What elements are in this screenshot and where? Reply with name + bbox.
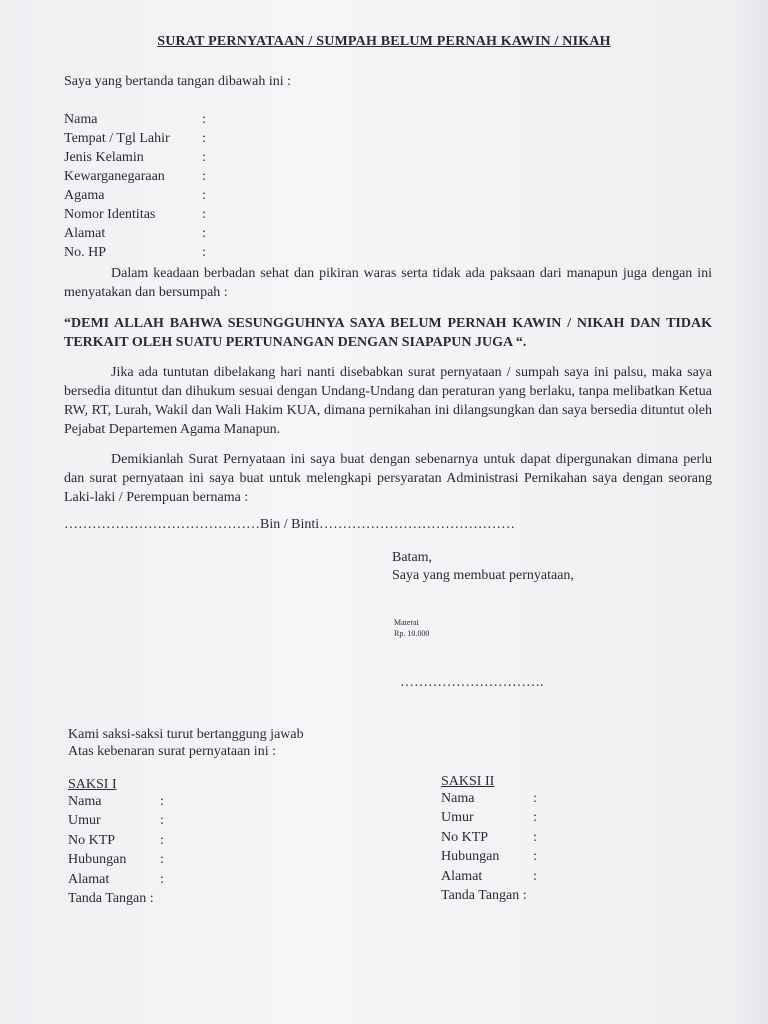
field-label: Kewarganegaraan (64, 169, 165, 184)
witness-2-field-alamat (441, 869, 601, 888)
oath-statement: “DEMI ALLAH BAHWA SESUNGGUHNYA SAYA BELUM PERNAH KAWIN / NIKAH DAN TIDAK TERKAIT OLEH SUATU PERTUNANGAN DENGAN SIAPAPUN JUGA “. (64, 316, 712, 350)
field-colon: : (160, 852, 164, 867)
field-colon: : (533, 830, 537, 845)
field-colon: : (533, 869, 537, 884)
field-label: Nama (64, 112, 98, 127)
field-nomor-identitas (64, 207, 264, 226)
field-colon: : (202, 188, 206, 203)
intro-text: Saya yang bertanda tangan dibawah ini : (64, 74, 292, 89)
field-label: No KTP (68, 833, 116, 848)
field-colon: : (202, 207, 206, 222)
materai-label: Materai (394, 618, 419, 627)
field-colon: : (160, 794, 164, 809)
field-colon: : (202, 245, 206, 260)
field-label: No KTP (441, 830, 489, 845)
field-agama (64, 188, 264, 207)
field-label: Nama (68, 794, 102, 809)
field-jenis-kelamin (64, 150, 264, 169)
statement-intro: Dalam keadaan berbadan sehat dan pikiran waras serta tidak ada paksaan dari manapun juga dengan ini menyatakan dan bersumpah : (64, 266, 712, 300)
field-colon: : (160, 872, 164, 887)
signer-label: Saya yang membuat pernyataan, (392, 568, 574, 583)
witness-1-field-no-ktp (68, 833, 228, 852)
field-colon: : (533, 849, 537, 864)
field-colon: : (202, 150, 206, 165)
signature-line: …………………………. (400, 675, 544, 690)
field-colon: : (533, 810, 537, 825)
witness-2-field-umur (441, 810, 601, 829)
witness-2-field-no-ktp (441, 830, 601, 849)
field-tempat-tgl-lahir (64, 131, 264, 150)
witness-1-field-alamat (68, 872, 228, 891)
signing-place: Batam, (392, 550, 433, 565)
field-no-hp (64, 245, 264, 264)
field-label: Tempat / Tgl Lahir (64, 131, 170, 146)
field-label: Tanda Tangan : (68, 891, 154, 906)
witness-1-field-hubungan (68, 852, 228, 871)
witness-2-field-hubungan (441, 849, 601, 868)
paragraph-liability: Jika ada tuntutan dibelakang hari nanti disebabkan surat pernyataan / sumpah saya ini palsu, maka saya bersedia dituntut dan dihukum sesuai dengan Undang-Undang dan peraturan yang berlaku, tanpa melibatkan Ketua RW, RT, Lurah, Wakil dan Wali Hakim KUA, dimana pernikahan ini dilangsungkan dan saya bersedia dituntut oleh Pejabat Departemen Agama Manapun. (64, 365, 712, 437)
field-label: Jenis Kelamin (64, 150, 144, 165)
witness-2-field-nama (441, 791, 601, 810)
page-edge-shadow (728, 0, 768, 1024)
field-colon: : (202, 112, 206, 127)
paragraph-closing: Demikianlah Surat Pernyataan ini saya buat dengan sebenarnya untuk dapat dipergunakan dimana perlu dan surat pernyataan ini saya buat untuk melengkapi persyaratan Administrasi Pernikahan saya dengan seorang Laki-laki / Perempuan bernama : (64, 452, 712, 505)
field-colon: : (533, 791, 537, 806)
field-colon: : (202, 226, 206, 241)
field-label: Alamat (68, 872, 110, 887)
field-label: Nama (441, 791, 475, 806)
field-label: Hubungan (68, 852, 127, 867)
field-label: No. HP (64, 245, 107, 260)
field-kewarganegaraan (64, 169, 264, 188)
document-title: SURAT PERNYATAAN / SUMPAH BELUM PERNAH KAWIN / NIKAH (157, 34, 611, 49)
witness-1-field-nama (68, 794, 228, 813)
field-label: Umur (68, 813, 101, 828)
field-label: Umur (441, 810, 474, 825)
witness-intro-line-2: Atas kebenaran surat pernyataan ini : (68, 744, 276, 759)
field-label: Alamat (64, 226, 106, 241)
witness-intro-line-1: Kami saksi-saksi turut bertanggung jawab (68, 727, 304, 742)
field-colon: : (202, 131, 206, 146)
witness-2-heading: SAKSI II (441, 774, 495, 789)
witness-1-field-tanda-tangan (68, 891, 228, 910)
field-colon: : (160, 833, 164, 848)
witness-2-field-tanda-tangan (441, 888, 601, 907)
field-colon: : (160, 813, 164, 828)
witness-1-field-umur (68, 813, 228, 832)
field-colon: : (202, 169, 206, 184)
field-label: Hubungan (441, 849, 500, 864)
field-label: Alamat (441, 869, 483, 884)
field-alamat (64, 226, 264, 245)
witness-1-heading: SAKSI I (68, 777, 117, 792)
field-nama (64, 112, 264, 131)
field-label: Nomor Identitas (64, 207, 156, 222)
materai-value: Rp. 10.000 (394, 629, 430, 638)
field-label: Tanda Tangan : (441, 888, 527, 903)
bin-binti-line: ……………………………………Bin / Binti…………………………………… (64, 517, 516, 532)
field-label: Agama (64, 188, 105, 203)
